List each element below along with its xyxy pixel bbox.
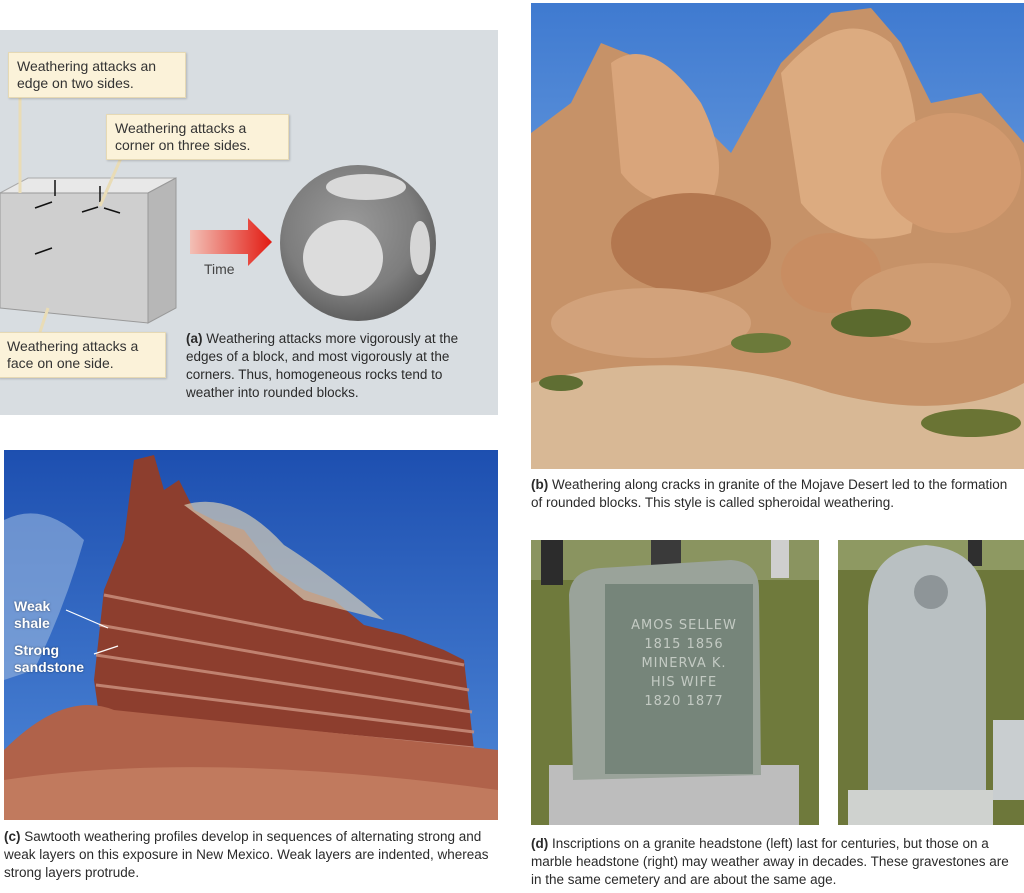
caption-d-letter: (d): [531, 836, 549, 851]
inscription-line: 1815 1856: [644, 637, 724, 652]
photo-marble-headstone: [838, 540, 1024, 825]
caption-c-letter: (c): [4, 829, 21, 844]
inscription-line: 1820 1877: [644, 694, 724, 709]
caption-b-text: Weathering along cracks in granite of the Mojave Desert led to the formation of rounded blocks. This style is called spheroidal weathering.: [531, 477, 1008, 510]
callout-face: Weathering attacks a face on one side.: [0, 332, 166, 378]
caption-a-letter: (a): [186, 331, 203, 346]
inscription-line: HIS WIFE: [650, 675, 718, 690]
headstone-inscription: [619, 616, 749, 711]
caption-c: [4, 828, 494, 882]
caption-a: [186, 330, 486, 402]
caption-b: [531, 476, 1016, 512]
inscription-line: MINERVA K.: [641, 656, 727, 671]
callout-edge: Weathering attacks an edge on two sides.: [8, 52, 186, 98]
caption-b-letter: (b): [531, 477, 549, 492]
photo-mojave-granite: [531, 3, 1024, 469]
callout-corner: Weathering attacks a corner on three sides.: [106, 114, 289, 160]
photo-granite-headstone: [531, 540, 819, 825]
caption-d: [531, 835, 1019, 889]
label-strong-sandstone: Strong sandstone: [14, 642, 85, 675]
marble-headstone-image: [838, 540, 1024, 825]
label-weak-shale: Weak shale: [14, 598, 51, 631]
caption-c-text: Sawtooth weathering profiles develop in sequences of alternating strong and weak layers on this exposure in New Mexico. Weak layers are indented, whereas strong layers protrude.: [4, 829, 489, 880]
panel-a-diagram: [0, 30, 498, 415]
inscription-line: AMOS SELLEW: [631, 618, 737, 633]
granite-boulders-image: [531, 3, 1024, 469]
caption-d-text: Inscriptions on a granite headstone (left) last for centuries, but those on a marble headstone (right) may weather away in decades. These gravestones are in the same cemetery and are about the same age.: [531, 836, 1009, 887]
caption-a-text: Weathering attacks more vigorously at the edges of a block, and most vigorously at the corners. Thus, homogeneous rocks tend to weather into rounded blocks.: [186, 331, 459, 400]
time-label: Time: [204, 261, 235, 277]
photo-sawtooth-cliff: [4, 450, 498, 820]
label-pointers: [4, 450, 498, 820]
